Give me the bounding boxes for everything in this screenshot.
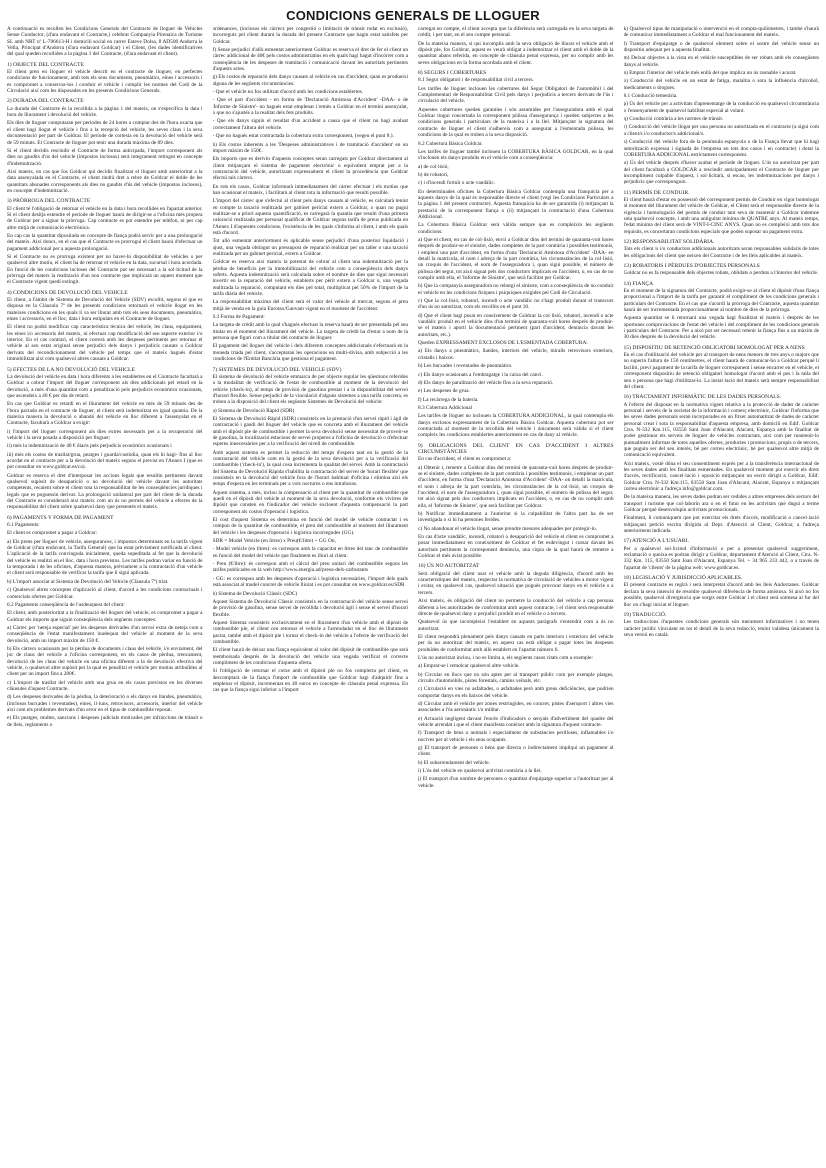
paragraph: Goldcar no es fa responsable dels objectes robats, oblidats o perduts a l'interior del vehicle. [623, 270, 819, 277]
paragraph: A l'efecte del disposat en la normativa vigent relativa a la protecció de dades de caràcter personal i serveis de la societat de la informació i comerç electrònic, Goldcar l'informa que les seves dades personals seran incorporades en un fitxer automatitzat de dades de caràcter personal creat i sota la responsabilitat d'aquesta empresa, amb domicili en Edif. Goldcar Ctra. N-332 Km.115, 03550 Sant Joan d'Alacant, Alacant, Espanya amb la finalitat de poder gestionar els serveis de lloguer de vehicles contractats, així com per mantenir-lo puntualment informat de totes aquelles ofertes, productes i promocions, propis o de tercers, que puguin ser del seu interès, bé per correu electrònic, bé per qualsevol altre mitjà de comunicació equivalent. [623, 401, 819, 459]
paragraph: L'ús no autoritzat inclou, i no es limita a, els següents casos citats com a exemple: [418, 654, 594, 661]
section-heading: 16) TRACTAMENT INFORMÀTIC DE LES DADES PERSONALS. [623, 394, 782, 401]
paragraph: c) L'import de trasllat del vehicle amb una grua en els casos previstos en les diverses clàusules d'aquest Contracte. [7, 679, 203, 692]
paragraph: p) Ús del vehicle per a activitats d'aprenentatge de la conducció en qualsevol circumstància o l'ensenyament de qualsevol habilitat especial al volant. [623, 101, 819, 114]
paragraph: Aquest sistema, a més, inclou la compensació al client per la quantitat de combustible que quedi en el dipòsit del vehicle al moment de la seva devolució, conforme els vivitres de dipòsit que consten en l'indicador del vehicle excloent d'aquesta compensació la part corresponent als costos d'operació i logística. [212, 489, 408, 515]
paragraph: ordenances, (inclosos els càrrecs per congestió o limitació de trànsit rodat en exclusió), incorreguts pel client durant la durada del present Contracte que hagin estat satisfets per Goldcar. [212, 26, 408, 45]
section-heading: 10) ÚS NO AUTORITZAT [418, 563, 480, 570]
section-heading: 6) PAGAMENTS Y FORMA DE PAGAMENT [7, 514, 114, 521]
paragraph: En cas d'acte vandàlic, incendi, robatori o desaparició del vehicle el client es compromet a posar immediatament en coneixement de Goldcar el fet esdevingut i cursar davant les autoritats pertinents la corresponent denúncia, una còpia de la qual haurà de remetre a Goldcar el més aviat possible. [418, 534, 614, 560]
paragraph: 6.3 Forma de Pagament: [212, 314, 265, 321]
page-title: CONDICIONS GENERALS DE LLOGUER [286, 8, 540, 23]
paragraph: La devolució del vehicle en data i hora diferents a les establertes en el Contracte facultarà a Goldcar a cobrar l'import del lloguer corresponent als dies addicionals pel retard en la devolució, a més d'una quantitat com a penalització pels perjudicis econòmics ocasionats, que ascendeix a 40 € per dia de retard. [7, 373, 203, 399]
paragraph: El client no podrà modificar cap característica tècnica del vehicle, les claus, equipament, les eines i/o accessoris del mateix, ni efectuar cap modificació del seu aspecte exterior i/o interior. En el cas contrari, el client correrà amb les despeses pertinents per retornar el vehicle al seu estat original sense perjudici dels danys i perjudicis causats a Goldcar derivats del recondicionament del vehicle pel temps que el mateix hagués d'estar immobilitzat així com qualsevol altres causats a Goldcar. [7, 324, 203, 363]
paragraph: c) No abandonar el vehicle llogat, sense prendre mesures adequades per protegir-lo. [418, 525, 597, 532]
paragraph: Les traduccions d'aquestes condicions generals són merament informatives i no tenen caràcter jurídic vinculant en tot el detall de la seva redacció, tenint validesa únicament la seva versió en català. [623, 619, 819, 638]
paragraph: El client es compromet a pagar a Goldcar: [7, 530, 98, 537]
paragraph: c) Circulació en vies no asfaltades, o asfaltades però amb greus deficiències, que podrien comportar danys en els baixos del vehicle. [418, 686, 614, 699]
paragraph: - Preu (€/litre): és correspon amb el càlcul del preu unitari del combustible segons les tarifes publicades en la web http://www.energia.ad/preus-dels-carburants [212, 561, 408, 574]
paragraph: f) Sense perjudici d'allò esmentat anteriorment Goldcar es reserva el dret de fer el client un càrrec addicional de 40€ pels costos administratius en els quals hagi hagut d'incórrer com a conseqüència de les despeses de tramitació i comunicació davant les autoritats pertinents d'aquests actes. [212, 47, 408, 73]
paragraph: d) Els danys de paralització del vehicle fins a la seva reparació. [418, 379, 554, 386]
paragraph: El Sistema de Devolució Ràpid (SDR) consisteix en la prestació d'un servei ràpid i àgil de contractació i gaudi del lloguer del vehicle que es concreta amb el lliurament del vehicle amb el dipòsit ple de combustible i permet la seva devolució sense necessitat de proveir-se de gasolina, la localització estacions de servei properes a l'oficina de devolució o d'efectuar esperes innecessàries per a la verificació del nivell de combustible. [212, 415, 408, 448]
paragraph: En cap cas la quantitat dipositada en concepte de fiança podrà servir per a una prolongació del mateix. Així doncs, en el cas que el Contracte es prorrogui el client haurà d'efectuar un pagament addicional per a aquesta prolongació. [7, 232, 203, 252]
column-4 [624, 26, 820, 1162]
paragraph: Goldcar es reserva així mateix la potestat de cobrar al client una indemnització per la pèrdua de beneficis per la immobilització del vehicle com a conseqüència dels danys soferts. Aquesta indemnització serà calculada sobre el nombre de dies que sigui necessari invertir en la reparació del vehicle, establerts per pèrit extern a Goldcar o, una vegada realitzada la reparació, computant els dies pel total, multiplicat pel 50% de l'import de la tarifa diària del vehicle. [212, 259, 408, 298]
paragraph: Qualsevol ús que incompleixi l'establert en aquests paràgrafs s'entendrà com a ús no autoritzat. [418, 619, 614, 632]
paragraph: r) Conducció del vehicle llogat per una persona no autoritzada en el contracte (a sigui com a client/s i/o conductor/s addicional/s. [623, 124, 819, 137]
paragraph: - Model vehicle (en litres): es correspon amb la capacitat en litres del tanc de combustible en funció del model del vehicle que finalment es lliuri al client. [212, 546, 408, 559]
paragraph: g) El transport de persones o béns que directa o indirectament impliqui un pagament al client. [418, 745, 614, 758]
section-heading: 14) FIANÇA [623, 280, 654, 287]
paragraph: - Que no hagués estat contractada la cobertura extra corresponent, (vegeu el punt 8.). [212, 133, 394, 140]
paragraph: c) Qualsevol altres conceptes d'aplicació al client, d'acord a les condicions contractuals i comercials ofertes per Goldcar. [7, 587, 203, 600]
section-heading: 19) TRADUCCIÓ. [623, 611, 667, 618]
paragraph: a) Càrrec per 'neteja especial' per les despeses derivades d'un servei extra de neteja com a conseqüència de l'estat manifestament inadequat del vehicle al moment de la seva devolució, amb un import màxim de 150 €. [7, 624, 203, 644]
section-heading: 18) LEGISLACIÓ Y JURISDICCIÓ APLICABLES. [623, 575, 743, 582]
paragraph: - Que el vehicle no fos utilitzat d'acord amb les condicions establertes. [212, 89, 364, 96]
paragraph: carregat en compte, el client accepta que la diferència serà carregada en la seva targeta de crèdit, i per tant, en el seu compte personal. [418, 26, 614, 39]
section-heading: 12) RESPONSABILITAT SOLIDÀRIA. [623, 238, 715, 245]
paragraph: Les tarifes de lloguer inclouen les cobertures del Segur Obligatori de l'automòbil i del Complementari de Responsabilitat Civil pels danys i perjudicis a tercers derivats de l'ús i circulació del vehicle. [418, 85, 614, 105]
paragraph: a) Que el client, en cas de col·lisió, envií a Goldcar dins del termini de quaranta-vuit hores després de produir-se el sinistre, dades completes de la part contrària i possibles testimonis, i emplení una part d'accident, en forma d'una 'Declaració Amistosa d'Accident' -DAA- en detall la matrícula, el nom i adreça de la part contrària, les circumstàncies de la col·lisió, un croquis de l'accident, el nom de l'asseguradora i, quan sigui possible, el número de pòlissa del segur, tot això signat pels dos conductors implicats en l'accident, o, en cas de no complir amb ella, el 'Informe de Sinistre', que serà facilitat per Goldcar. [418, 236, 614, 282]
paragraph: f) Transport de béns o animals i especialment de substàncies perilloses, inflamables i/o nocives per al vehicle i els seus ocupants. [418, 730, 614, 743]
paragraph: La durada del Contracte és la recollida a la pàgina 1 del mateix, on s'especifica la data i hora de lliurament i devolució del vehicle. [7, 105, 203, 119]
paragraph: f) La recàrrega de la bateria. [418, 396, 479, 403]
paragraph: iii) més els costos de trasllat/grua, peatges i guarda/custòdia, quan els hi hagi- fins al lloc acordat en el contracte per a la devolució del mateix segons el previst en l'Annex I (que es pot consultar en www.goldcar.es/ca). [7, 451, 203, 471]
paragraph: Tot allò esmentat anteriorment és aplicable sense perjudici d'una posterior liquidació i ajust, una vegada obtingut un pressupost de reparació realitzat per un taller o una taxació realitzada per un gabinet pericial, extern a Goldcar. [212, 238, 408, 257]
column-3 [418, 26, 614, 1162]
paragraph: En tots els casos, Goldcar informarà immediatament del càrrec efectuat i els motius que han ocasionat el mateix, i facilitarà al client tota la informació que resulti possible. [212, 183, 408, 196]
terms-columns [7, 26, 819, 1162]
paragraph: El client respondrà plenament pels danys causats en parts interiors i exteriors del vehicle per ús no autoritzat del mateix, en aquest cas està obligat a pagar totes les despeses produïdes de conformitat amb allò establert en l'apartat número 6. [418, 633, 614, 653]
paragraph: a) de col·lisió, [418, 163, 449, 170]
paragraph: b) L'import associat al Sistema de Devolució del Vehicle (Clàusula 7ª) triat. [7, 578, 169, 585]
paragraph: c) Que la col·lisió, robatori, incendi o acte vandàlic no s'hagi produït durant el transcurs d'un ús no autoritzat, com els recollits en el punt 10. [418, 298, 614, 311]
paragraph: d) Que el client hagi posat en coneixement de Goldcar la col·lisió, robatori, incendi o acte vandàlic produït en el vehicle dins d'un termini de quaranta-vuit hores després de produir-se el mateix i aporti la documentació pertinent (part d'accident, denúncia davant les autoritats, etc.). [418, 312, 614, 338]
paragraph: - Que el part d'accident - en forma de 'Declaració Amistosa d'Accident' -DAA- o de 'Informe de Sinistre'- no hagués estat emplenat i remès a Goldcar en el termini assenyalat, o que no s'ajustés a la realitat dels fets produïts. [212, 97, 408, 117]
paragraph: A continuació es recullen les Condicions Generals del Contracte de lloguer de Vehicles Sense Conductor, (d'ara endavant el Contracte,) celebrat Companyia Pirenaica de Turisme SL amb NRT nº L-706613-H i domicili social en carrer Esteve Dolsa, 8 AD500 Andorra la Vella, Principat d'Andorra (d'ara endavant Goldcar) i el Client, (les dades identificatives del qual queden recollides a la pàgina 1 del Contracte, (d'ara endavant el client). [7, 26, 203, 58]
paragraph: d) Circular amb el vehicle per zones restringides, en concret, pistes d'aeroport i altres vies associades a l'ús aeronàutic i/o militar. [418, 700, 614, 714]
paragraph: a) Els danys a pneumàtics, llandes, interiors del vehicle, miralls retrovisors exteriors, cristalls i baixos. [418, 348, 614, 361]
paragraph: a) Emprar-se i remolcar qualsevol altre vehicle. [418, 663, 520, 670]
paragraph: Amb aquest sistema es permet la reducció del temps d'espera tant en la gestió de la contractació del vehicle com en la gestió de la seva devolució per a la verificació del combustible ('check-in'), la qual cosa incrementa la qualitat del servei. Amb la contractació del Sistema de Devolució Ràpida s'habilita la contractació del servei de 'horari flexible' que consisteix en la devolució del vehicle fora de l'horari habitual d'oficina i elimina així els temps d'espera en les terminals per a vols nocturns o ens intrahoras. [212, 449, 408, 488]
paragraph: El client, a l'àmbit de Sistema de Devolució del Vehicle (SDV) escollit, segons el que es disposa en la Clàusula 7ª de les presents condicions retornarà el vehicle llogat en les mateixes condicions en les quals li va ser lliurat amb tots els seus documents, pneumàtics, eines i accessoris, en el lloc, data i hora estipulats en el Contracte de lloguer. [7, 297, 203, 323]
paragraph: De la mateixa manera, si qui incomplís amb la seva obligació de lliurar el vehicle amb el dipòsit ple, fos Goldcar, aquest es veurà obligat a indemnitzar el client amb el doble de la quantitat abans referida, en concepte de clàusula penal expressa, per no complir amb les seves obligacions en la forma acordada amb el client. [418, 40, 614, 66]
paragraph: b) Circular en llocs que no són aptes per al transport públic com per exemple platges, circuits d'automòbils, pistes forestals, camins veïnals, etc. [418, 671, 614, 684]
paragraph: L'import del càrrec que s'efectui al client pels danys causats al vehicle, es calcularà tenint en compte la taxació realitzada per gabinet pericial extern a Goldcar, o quan no pugui realitzar-se a priori aquesta quantificació, es carregarà la quantia que resulti d'una primera valoració realitzada per personal qualificat de Goldcar segons tarifa de preus publicada en l'Annex I d'aquestes condicions, l'existència de les quals s'informa al client, i amb els quals està d'acord. [212, 198, 408, 236]
paragraph: - GG: es correspon amb les despeses d'operació i logística necessàries, l'import dels quals està associat al model concret de vehicle lliurat i es pot consultar en www.goldcar.es/SDR [212, 575, 408, 589]
paragraph: Les tarifes de lloguer també inclouen la COBERTURA BÀSICA GOLDCAR, en la qual s'inclouen els danys produïts en el vehicle com a conseqüència: [418, 148, 614, 162]
paragraph: 8.2 Cobertura Bàsica Goldcar. [418, 140, 483, 147]
section-heading: 7) SISTEMES DE DEVOLUCIÓ DEL VEHICLE (SDV) [212, 366, 342, 373]
paragraph: c) i d'incendi fortuït o acte vandàlic. [418, 180, 496, 187]
paragraph: Si l'obligació de retornar el cotxe amb el dipòsit ple no fos complerta pel client, es descomptarà de la fiança l'import de combustible que Goldcar hagi d'adquirir fins a emplenar el dipòsit, incrementat en 40 euros en concepte de clàusula penal expressa. En cas que la fiança sigui inferior a l'import [212, 668, 408, 694]
paragraph: SDR = Model Vehicle (en litres) x Preu(€/litre) + GG On, [212, 538, 336, 545]
column-2 [213, 26, 409, 1162]
paragraph: d) Les despeses derivades de la pèrdua, la deterioració o els danys en llandes, pneumàtics, (inclosos burxades i reventades), eines, il·luns, retrovisors, accessoris, interior del vehicle així com els problemes derivats d'un error en el tipus de combustible reposat. [7, 694, 203, 713]
paragraph: Així mateix, és obligació del client no permetre la conducció del vehicle a cap persona diferent a les autoritzades de conformitat amb aquest contracte, i el client serà responsable directe de qualsevol dany o perjudici produït en el vehicle o a tercers. [418, 598, 614, 617]
paragraph: j) El transport d'un nombre de persones o quantitat d'equipatge superior a l'autoritzat per al vehicle. [418, 776, 614, 789]
paragraph: e) Els peatges, multes, sancions i despeses judicials motivades per infraccions de trànsit o de lleis, reglaments o [7, 715, 203, 728]
paragraph: s) Conducció del vehicle fora de la península espanyola o de la França llevat que hi hagi autorització expressa i signada de l'empresa en tots dos casos i en contracte) i dotat la COBERTURA ADDICIONAL estrictament corresponent. [623, 139, 819, 158]
paragraph: h) Els costos inherents a les 'Despeses administratives i de tramitació d'accident' en un import màxim de 150€. [212, 141, 408, 154]
paragraph: u) Ús del vehicle després d'haver acabat el període de lloguer. L'ús no autoritzat per part del client facultarà a GOLDCAR a rescindir anticipadament el Contracte de lloguer per incompliment culpable d'aquest, i sol·licitarà, si escau, les indemnitzacions per danys i perjudicis que corresponguin. [623, 160, 819, 186]
paragraph: Els dies de lloguer computaran per períodes de 24 hores a comptar des de l'hora exacta que el client hagi llogat el vehicle i fins a la recepció del vehicle, les seves claus i la seva documentació per part de Goldcar. El període de cortesia en la devolució del vehicle serà de 59 minuts. El Contracte de lloguer pot tenir una durada màxima de 89 dies. [7, 120, 203, 146]
section-heading: 13) ROBATORIS I PÈRDUES D'OBJECTES PERSONALS [623, 263, 760, 269]
paragraph: 8.1 Segur obligatori i de responsabilitat civil a tercers. [418, 77, 534, 84]
paragraph: e) Actuació negligent davant l'encès d'indicadors o senyals d'advertiment del quadre del vehicle arrendat i que el client manifesta conèixer amb la signatura d'aquest contracte. [418, 715, 614, 728]
paragraph: Si el Contracte no es prorroga existent per no haver-hi disponibilitat de vehicles o per qualsevol altre motiu, el client ha de retornar el vehicle en la data, sucursal i hora acordada. En funció de les condicions incloses del Contracte pot ser necessari a la sol·licitud de la pròrroga del mateix la realització d'un nou contracte que implicarà un aquest moment que el Contracte vigent quedi extingit. [7, 254, 203, 286]
paragraph: El client haurà de deixar una fiança equivalent al valor del dipòsit de combustible que serà reemborsada després de la devolució del vehicle una vegada verificat el correcte compliment de les condicions d'aquesta oferta. [212, 647, 408, 666]
paragraph: Aquestes cobertures queden garanties i són assumides per l'asseguradora amb el qual Goldcar tingui concertada la corresponent pòlissa d'assegurança i queden subjectes a les condicions generals i particulars de la mateixa i a la llei. Mitjançant la signatura del contracte de lloguer el client s'adhereix com a assegurat a l'esmentada pòlissa, les condicions de la qual es troben a la seva disposició. [418, 106, 614, 139]
paragraph: El sistema de devolució del vehicle emmarca de per objecte regular les qüestions referides a la modalitat de verificació de l'estat de combustible al moment de la devolució del vehicle (check-in), al temps de provisió de gasolina prestat i a la disponibilitat del servei d'horari flexible. Sense perjudici de la vinculació d'alguns sistemes a una tarifa concreta, es troben a la disposició del client els següents Sistemes de Devolució del vehicle: [212, 373, 408, 406]
section-heading: 5) EFECTES DE LA NO DEVOLUCIÓ DEL VEHICLE [7, 366, 135, 373]
section-heading: 9) OBLIGACIONS DEL CLIENT EN CAS D'ACCIDENT I ALTRES CIRCUMSTÀNCIES [418, 442, 614, 455]
paragraph: - Que els danys siguin el resultat d'un accident a causa que el client no hagi avaluat correctament l'altura del vehicle. [212, 118, 408, 131]
paragraph: e) Les despeses de grua. [418, 388, 470, 395]
paragraph: La responsabilitat màxima del client serà el valor del vehicle al mercat, segons el preu mitjà de venda en la guia Eurotax/Ganvam vigent en el moment de l'accident. [212, 299, 408, 312]
paragraph: Aquest Sistema de Devolució Clàssic consisteix en la contractació del vehicle sense servei de provisió de gasolina, sense servei de recollida i devolució àgil i sense el servei d'horari flexible. [212, 598, 408, 618]
paragraph: El client haurà d'estar en possessió del corresponent permís de Conduir en vigor homologat al moment del lliurament del vehicle de Goldcar, el Client serà el responsable directe de la vigència i homologació del permís de conduir tant seva de mantenir a Goldcar indemne sota qualsevol concepte, i amb una antiguitat mínima de QUATRE anys. Al mateix temps, l'edat mínima del client serà de VINT-I-CINC ANYS. Quan no es compleixi amb tots dos requisits, es concertaran condicions especials que poden suposar un pagament extra. [623, 196, 819, 235]
paragraph: Goldcar es reserva el dret d'interposar les accions legals que resultin pertinents davant qualsevol supòsit de desaparició o no devolució del vehicle davant les autoritats competents, recaient sobre el client tota la responsabilitat de les conseqüències jurídiques i legals que es poguessin derivar. La prolongació unilateral per part del client de la durada del Contracte es considerarà així mateix com un ús no permès del vehicle a efectes de la responsabilitat del client sobre qualsevol dany que presentés el mateix. [7, 472, 203, 511]
paragraph: El client pren en lloguer el vehicle descrit en el contracte de lloguer, en perfectes condicions de funcionament, amb tots els seus documents, pneumàtics, eines i accessoris i es compromet a conservar-los i conduir el vehicle i complir les normes del Codi de la Circulació així com les disposades en les presents Condicions Generals. [7, 69, 203, 95]
paragraph: El client, amb posterioritat a la finalització del lloguer del vehicle, es compromet a pagar a Goldcar els imports que siguin conseqüència dels següents conceptes: [7, 610, 203, 623]
paragraph: i) l'import del lloguer corresponent als dies extres necessaris per a la recuperació del vehicle i la seva posada a disposició per lloguer; [7, 428, 203, 441]
paragraph: Tots els client /s i/o conductors addicionals autoritzats seran responsables solidaris de totes les obligacions del client que neixen del Contracte i de les lleis aplicables al mateix. [623, 246, 819, 259]
paragraph: El present contracte es regirà i serà interpretat d'acord amb les lleis Andorranes. Goldcar declara la seva intenció de resoldre qualsevol diferència de forma amistosa. Si això no fos possible, qualsevol divergència que sorgís entre Goldcar i el client serà sotmesa al fur del lloc on s'hagi iniciat el lloguer. [623, 582, 819, 608]
section-heading: 4) CONDICIONS DE DEVOLUCIÓ DEL VEHICLE [7, 289, 128, 296]
paragraph: Aquesta quantitat se li retornarà una vegada hagi finalitzat el mateix i després de les oportunes comprovacions de l'estat del vehicle i del compliment de les condicions generals i particulars del Contracte. Per a això pot ser necessari retenir la fiança fins a un màxim de 30 dies després de la devolució del vehicle. [623, 315, 819, 341]
paragraph: h) El subarrendament del vehicle. [418, 759, 490, 766]
paragraph: En cas d'accident, el client es compromet a: [418, 456, 512, 463]
paragraph: 6.1 Pagaments: [7, 522, 40, 529]
paragraph: Així mateix, vostè dóna el seu consentiment exprés per a la transferència internacional de les seves dades amb les finalitats esmentades. En qualsevol moment pot exercir els drets d'accés, rectificació, cancel·lació i oposició mitjançant un escrit dirigit a Goldcar, Edif. Goldcar Ctra. N-332 Km.115, 03550 Sant Joan d'Alacant, Alacant, Espanya o mitjançant correu electrònic a l'adreça info@goldcar.com. [623, 460, 819, 492]
paragraph: Finalment, li comuniquem que pot exercitar els drets d'accés, modificació o cancel·lació mitjançant petició escrita dirigida al Dept. d'Atenció al Client, Goldcar, a l'adreça anteriorment indicada. [623, 515, 819, 535]
paragraph: b) de robatori, [418, 171, 449, 178]
section-heading: 1) OBJECTE DEL CONTRACTE [7, 61, 85, 68]
section-heading: 11) PERMÍS DE CONDUIR. [623, 189, 690, 196]
paragraph: c) Els danys ocasionats a l'embragatge i la caixa del canvi. [418, 371, 543, 378]
paragraph: k) Qualsevol tipus de manipulació o intervenció en el compta-quilòmetres, i també s'haurà de comunicar immediatament a Goldcar el mal funcionament del mateix. [623, 26, 819, 39]
section-heading: 3) PRÒRROGA DEL CONTRACTE [7, 198, 91, 205]
section-heading: 15) DISPOSITIU DE RETENCIÓ OBLIGATORI HOMOLOGAT PER A NENS [623, 344, 805, 351]
paragraph: En el moment de la signatura del Contracte, podrà exigir-se al client el dipòsit d'una fiança proporcional a l'import de la tarifa per garantir el compliment de les condicions generals i particulars del Contracte. En el cas que s'acordi la pròrroga del Contracte, aquesta quantitat haurà de ser incrementada proporcionalment al nombre de dies de la pròrroga. [623, 288, 819, 314]
paragraph: En el cas d'utilització del vehicle per al transport de nens menors de tres anys o majors que no superin l'altura de 150 centímetres, el client haurà de comunicar-ho a Goldcar perquè li faciliti, previ pagament de la tarifa de lloguer corresponent i sense encarrer en el vehicle, el corresponent dispositiu de retenció obligatori homologat d'acord amb el pes i la talla del nen o persona que hagi d'utilitzar-lo. La instal·lació del mateix serà sempre responsabilitat del client. [623, 352, 819, 390]
paragraph: En determinades oficines la Cobertura Bàsica Goldcar contempla una franquícia per a aquests danys de la qual és responsable directe el client (vegi les Condicions Particulars a la pàgina 1 del present contracte). Aquesta franquícia ha de ser garantida (i) mitjançant la prestació de la corresponent fiança o (ii) mitjançant la contractació d'una Cobertura Addicional. [418, 188, 614, 220]
section-heading: 17) ATENCIÓ A L'USUARI. [623, 538, 689, 545]
paragraph: m) Deixar objectes a la vista en el vehicle susceptibles de ser robats amb els consegüents danys al vehicle. [623, 55, 819, 68]
paragraph: a) Els preus per lloguer de vehicle, assegurances, i impostos determinats en la tarifa vigent de Goldcar (d'ara endavant, la Tarifa General) que ha estat prèviament notificada al client. L'aplicació de la tarifa convinguda inicialment, queda supeditada al fet que la devolució del vehicle es realitzi en el lloc, data i hora previstos. Les tarifes podran variar en funció de la temporada i de les oficines, d'aquesta manera, prèviament a la contractació d'un vehicle el client serà responsable de verificar la tarifa que li sigui aplicada. [7, 538, 203, 577]
paragraph: i) L'ús del vehicle en qualsevol activitat contrària a la llei. [418, 768, 542, 775]
section-heading: 8) SEGURS I COBERTURES [418, 70, 487, 77]
paragraph: Serà obligació del client usar el vehicle amb la deguda diligència, d'acord amb les característiques del mateix, respectar la normativa de circulació de vehicles a motor vigent i evitar, en qualsevol cas, qualsevol situació que pogués provocar danys en el vehicle o a tercers. [418, 570, 614, 596]
paragraph: b) Les burxades i reventades de pneumàtics. [418, 363, 513, 370]
paragraph: b) Els càrrecs ocasionats per la pèrdua de documents i claus del vehicle, i/o enviament, del joc de claus del vehicle a l'oficina corresponent, en els casos de pèrdua, trencament, devolució de les claus del vehicle en una oficina diferent a la de devolució efectiva del vehicle, o qualsevol altre supòsit per la qual es penalitzi el vehicle per motius atribuïbles al client per un import fins a 280€. [7, 645, 203, 678]
paragraph: ii) més la indemnització de 40 € diaris pels perjudicis econòmics ocasionats i [7, 443, 172, 450]
paragraph: De la mateixa manera, les seves dades podran ser cedides a altres empreses dels sectors del transport i turisme que col·laborin ara o en el futur en les activitats que duguí a terme Goldcar perquè desenvolupin activitats promocionals. [623, 494, 819, 514]
paragraph: Queden EXPRESSAMENT EXCLOSOS DE L'ESMENTADA COBERTURA: [418, 340, 588, 347]
paragraph: b) Notificar immediatament a l'autoritat si la culpabilitat de l'altra part ha de ser investigada o si hi ha persones ferides. [418, 511, 614, 524]
paragraph: Per a qualsevol sol·licitud d'informació o per a presentar qualsevol suggeriment, reclamació o queixa es podran dirigir a Goldcar, departament d'Atenció al Client, Ctra. N-332 Km. 115, 03550 Sant Joan d'Alacant, Espanya Tel. + 34 965 233 442, o a través de l'apartat de 'clients' de la pàgina web: www.goldcar.es. [623, 545, 819, 571]
paragraph: Aquest Sistema consisteix exclusivament en el lliurament d'un vehicle amb el dipòsit de combustible ple, el client ceu retornar el vehicle a l'arrendador en el lloc de lliurament pactat, també amb el dipòsit ple i tornar el check-in del vehicle a l'efecte de verificació del combustible. [212, 619, 408, 645]
paragraph: Els imports que es derivin d'aquests conceptes seran carregats per Goldcar directament al client mitjançant el sistema de pagament electrònic o equivalent emprat per a la contractació del vehicle, autoritzant expressament el client la procedència que Goldcar efectuï tals càrrecs. [212, 156, 408, 182]
paragraph: l) Transport d'equipatge o de qualsevol element sobre el sostre del vehicle sense un dispositiu adequat per a aquesta finalitat. [623, 40, 819, 54]
paragraph: El client té l'obligació de retornar el vehicle en la data i hora recollides en l'apartat anterior. Si el client desitja estendre el període de lloguer haurà de dirigir-se a l'oficina més propera de Goldcar per a signar la pròrroga. Cap contracte es pot estendre per telèfon, ni per cap altre mitjà de comunicació electrònica. [7, 205, 203, 231]
paragraph: g) Els costos de reparació dels danys causats al vehicle en cas d'accident, quan es produeixi alguna de les següents circumstàncies: [212, 74, 408, 87]
paragraph: La Cobertura Bàsica Goldcar serà vàlida sempre que es compleixin les següents condicions: [418, 222, 614, 235]
paragraph: b) Sistema de Devolució Clàssic (SDC) [212, 590, 298, 597]
paragraph: b) Que la companyia asseguradora no rebutgi el sinistre, com a conseqüència de no conduir el vehicle en les condicions físiques i psíquiques exigides pel Codi de Circulació. [418, 283, 614, 296]
paragraph: q) Conducció contrària a les normes de trànsit. [623, 116, 724, 123]
paragraph: Així mateix, en cas que fos Goldcar qui decidís finalitzar el lloguer amb anterioritat a la data assenyalada en el Contracte, el client tindrà dret a rebre de Goldcar el doble de les quantitats abonades corresponents als dies no gaudits d'ús del vehicle (impostos inclosos), en concepte d'indemnització. [7, 168, 203, 194]
paragraph: a) Obtenir i, remetre a Goldcar dins del termini de quaranta-vuit hores després de produir-se el sinistre, dades completes de la part contrària i possibles testimonis, i emplenar un part d'accident, en forma d'una 'Declaració Amistosa d'Accident' -DAA- on detalli la matrícula, el nom i adreça de la part contrària, les circumstàncies de la col·lisió, un croquis de l'accident, el nom de l'asseguradora i, quan sigui possible, el número de pòlissa del segur, tot això signat pels dos conductors implicats en l'accident, o, en cas de no complir amb ella, el 'Informe de Sinistre', que serà facilitat per Goldcar. [418, 464, 614, 509]
paragraph: a) Sistema de Devolució Ràpid (SDR) [212, 407, 295, 414]
paragraph: Si el client decidís rescindir el Contracte de forma anticipada, l'import corresponent als dies no gaudits d'ús del vehicle (impostos inclosos) serà íntegrament retingut en concepte d'indemnització. [7, 147, 203, 167]
paragraph: 8.1 Conducció temerària. [623, 93, 678, 100]
paragraph: El pagament del lloguer del vehicle i dels diferents conceptes addicionals s'efectuarà en la moneda triada pel client, s'acceptaran les operacions en multi-divisa, amb subjecció a les condicions de l'Entitat Bancària que gestiona el pagament. [212, 343, 408, 363]
paragraph: La targeta de crèdit amb la qual s'hagués efectuat la reserva haurà de ser presentada pel seu titular en el moment del lliurament del vehicle. La targeta de crèdit ha d'estar a nom de la persona que figuri com a titular del contracte de lloguer. [212, 322, 408, 342]
paragraph: n) Emprar l'interior del vehicle més enllà del que implica un ús raonable i acurat. [623, 70, 797, 77]
section-heading: 2) DURADA DEL CONTRACTE [7, 98, 84, 105]
paragraph: o) Conducció del vehicle en un estat de fatiga, malaltia o sota la influència d'alcohol, medicaments o drogues. [623, 78, 819, 91]
paragraph: En cas que Goldcar es retardi en el lliurament del vehicle en més de 59 minuts des de l'hora pactada en el contracte de lloguer, el client serà indemnitzat en igual quantia. De la mateixa manera la devolució o abandó del vehicle en lloc diferent a l'assenyalat en el Contracte, facultarà a Goldcar a exigir: [7, 401, 203, 427]
column-1 [7, 26, 203, 1162]
paragraph: El cost d'aquest Sistema es determina en funció del model de vehicle contractat i es compon de la quantitat de combustible, el preu del combustible al moment del lliurament del vehicle i les despeses d'operació i logística incorregudes (GG). [212, 517, 408, 536]
paragraph: 6.2 Pagaments conseqüència de l'usdeuquest del client: [7, 601, 125, 608]
paragraph: 8.3 Cobertura Addicional [418, 404, 473, 411]
paragraph: Les tarifes de lloguer no inclouen la COBERTURA ADDICIONAL, la qual contempla els danys exclosos expressament de la Cobertura Bàsica Goldcar. Aquesta cobertura pot ser contractada al moment de la recollida del vehicle i únicament serà vàlida si el client compleix les condicions establertes anteriorment en cas de dany al vehicle. [418, 413, 614, 439]
